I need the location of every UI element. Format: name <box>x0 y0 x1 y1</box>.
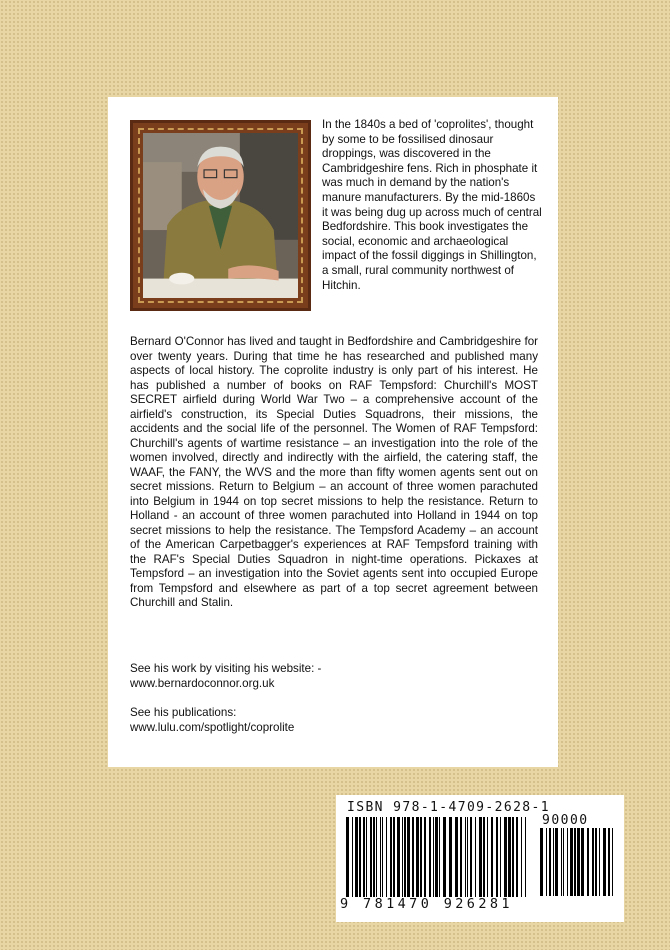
barcode-bar <box>470 817 472 897</box>
barcode-bar <box>603 828 606 896</box>
isbn-barcode <box>336 795 624 922</box>
publications-block <box>130 706 538 735</box>
barcode-bar <box>439 817 440 897</box>
publications-label: See his publications: <box>130 706 237 719</box>
barcode-digits: 9 781470 926281 <box>340 896 513 912</box>
barcode-bar <box>443 817 446 897</box>
website-label: See his work by visiting his website: - <box>130 662 322 675</box>
barcode-bar <box>460 817 462 897</box>
barcode-bar <box>370 817 372 897</box>
publications-link[interactable]: www.lulu.com/spotlight/coprolite <box>130 720 295 734</box>
barcode-bar <box>577 828 580 896</box>
price-code: 90000 <box>542 813 589 828</box>
barcode-bar <box>555 828 558 896</box>
barcode-bar <box>352 817 353 897</box>
barcode-bar <box>346 817 349 897</box>
barcode-bar <box>416 817 419 897</box>
barcode-bar <box>487 817 488 897</box>
barcode-bar <box>587 828 589 896</box>
barcode-bar <box>508 817 511 897</box>
barcode-bar <box>563 828 564 896</box>
author-photo-frame <box>130 120 311 311</box>
barcode-bar <box>612 828 613 896</box>
barcode-bar <box>455 817 458 897</box>
barcode-bar <box>435 817 438 897</box>
barcode-bar <box>424 817 426 897</box>
author-photo <box>138 128 303 303</box>
barcode-bar <box>540 828 543 896</box>
barcode-bar <box>581 828 584 896</box>
barcode-bar <box>500 817 501 897</box>
author-bio: Bernard O'Connor has lived and taught in Bedfordshire and Cambridgeshire for over twenty years. During that time he has researched and published many aspects of local history. The coprolite industry is only part of his interest. He has published a number of books on RAF Tempsford: Churchill's MOST SECRET airfield during World War Two – a comprehensive account of the airfield's construction, its Special Duties Squadrons, their missions, the accidents and the social life of the personnel. The Women of RAF Tempsford: Churchill's agents of wartime resistance – an investigation into the role of the women involved, directly and indirectly with the airfield, the catering staff, the WAAF, the FANY, the WVS and the more than fifty women agents sent out on secret missions. Return to Belgium – an account of three women parachuted into Belgium in 1944 on top secret missions to help the resistance. Return to Holland - an account of three women parachuted into Holland in 1944 on top secret missions to help the resistance. The Tempsford Academy – an account of the American Carpetbagger's experiences at RAF Tempsford training with the RAF's Special Duties Squadron in night-time operations. Pickaxes at Tempsford – an investigation into the Soviet agents sent into occupied Europe from Tempsford and elsewhere as part of a top secret agreement between Churchill and Stalin. <box>130 335 538 609</box>
barcode-bar <box>449 817 452 897</box>
barcode-bar <box>549 828 551 896</box>
barcode-bar <box>429 817 431 897</box>
barcode-bar <box>465 817 466 897</box>
barcode-bar <box>595 828 597 896</box>
barcode-bar <box>574 828 576 896</box>
barcode-bar <box>608 828 610 896</box>
barcode-bar <box>393 817 395 897</box>
barcode-bar <box>373 817 375 897</box>
barcode-bar <box>592 828 594 896</box>
barcode-bar <box>467 817 468 897</box>
barcode-bar <box>570 828 573 896</box>
barcode-bar <box>433 817 434 897</box>
barcode-bar <box>496 817 498 897</box>
barcode-bar <box>397 817 400 897</box>
barcode-bar <box>390 817 392 897</box>
barcode-bar <box>475 817 476 897</box>
barcode-bar <box>567 828 568 896</box>
isbn-label: ISBN 978-1-4709-2628-1 <box>347 800 550 815</box>
barcode-bar <box>420 817 422 897</box>
barcode-bar <box>402 817 403 897</box>
barcode-bar <box>366 817 367 897</box>
barcode-bar <box>516 817 518 897</box>
barcode-bar <box>359 817 361 897</box>
barcode-bar <box>561 828 562 896</box>
website-block <box>130 662 538 691</box>
barcode-bar <box>355 817 358 897</box>
barcode-bar <box>404 817 406 897</box>
barcode-bar <box>479 817 482 897</box>
barcode-bar <box>363 817 365 897</box>
barcode-bar <box>376 817 377 897</box>
blurb-text: In the 1840s a bed of 'coprolites', thought by some to be fossilised dinosaur droppings, was discovered in the Cambridgeshire fens. Rich in phosphate it was much in demand by the nation's manure manufacturers. By the mid-1860s it was being dug up across much of central Bedfordshire. This book investigates the social, economic and archaeological impact of the fossil diggings in Shillington, a small, rural community northwest of Hitchin. <box>322 118 542 292</box>
barcode-bar <box>380 817 381 897</box>
text-panel <box>108 97 558 767</box>
barcode-bar <box>599 828 600 896</box>
website-link[interactable]: www.bernardoconnor.org.uk <box>130 676 275 690</box>
barcode-bar <box>553 828 554 896</box>
barcode-bar <box>382 817 383 897</box>
barcode-bar <box>546 828 547 896</box>
barcode-bar <box>512 817 514 897</box>
barcode-bar <box>491 817 493 897</box>
barcode-bar <box>525 817 526 897</box>
price-barcode-bars <box>540 828 614 896</box>
barcode-bar <box>521 817 522 897</box>
barcode-bar <box>412 817 414 897</box>
barcode-bar <box>407 817 410 897</box>
barcode-bar <box>386 817 387 897</box>
barcode-bars <box>346 817 528 897</box>
barcode-bar <box>483 817 485 897</box>
barcode-bar <box>504 817 507 897</box>
